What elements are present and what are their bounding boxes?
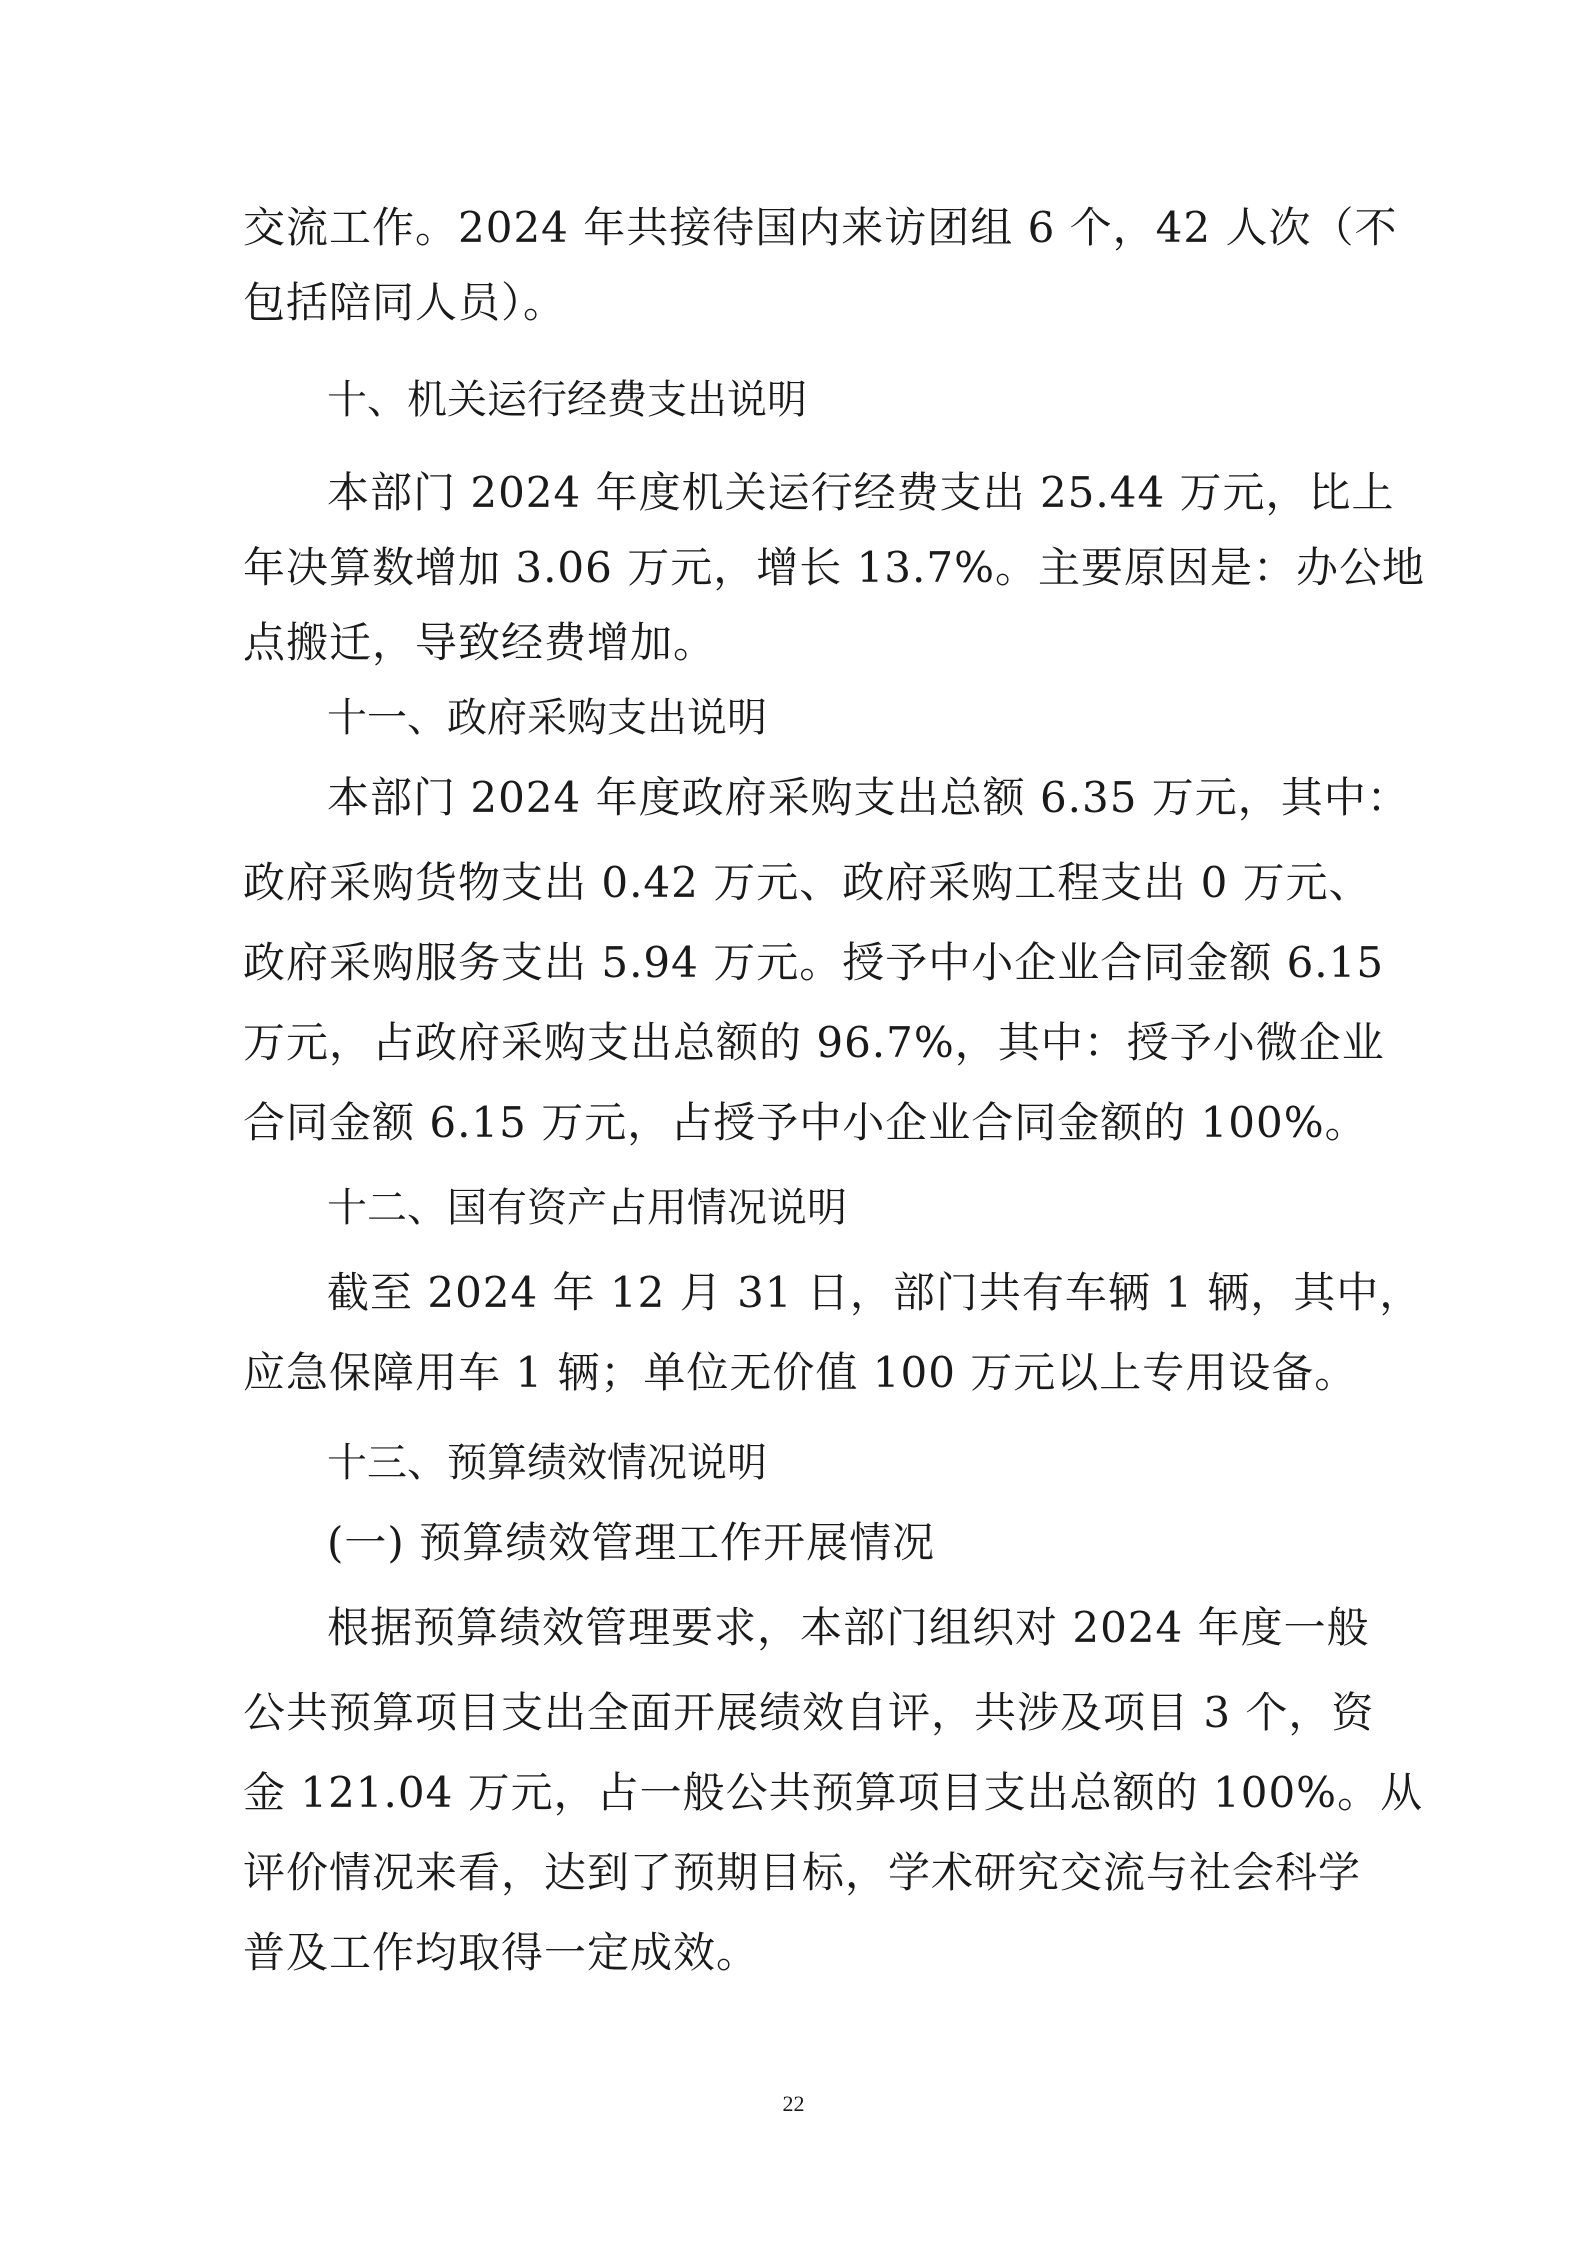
paragraph-line: 本部门 2024 年度机关运行经费支出 25.44 万元，比上 <box>327 468 1395 517</box>
paragraph-line: 点搬迁，导致经费增加。 <box>243 618 717 667</box>
paragraph-line: 应急保障用车 1 辆；单位无价值 100 万元以上专用设备。 <box>243 1348 1358 1397</box>
paragraph-line: 包括陪同人员）。 <box>243 278 567 327</box>
paragraph-line: 评价情况来看，达到了预期目标，学术研究交流与社会科学 <box>243 1848 1362 1897</box>
subsection-heading: (一) 预算绩效管理工作开展情况 <box>327 1518 936 1567</box>
paragraph-line: 公共预算项目支出全面开展绩效自评，共涉及项目 3 个，资 <box>243 1688 1375 1737</box>
paragraph-line: 万元，占政府采购支出总额的 96.7%，其中：授予小微企业 <box>243 1018 1385 1067</box>
paragraph-line: 年决算数增加 3.06 万元，增长 13.7%。主要原因是：办公地 <box>243 543 1425 592</box>
paragraph-line: 根据预算绩效管理要求，本部门组织对 2024 年度一般 <box>327 1603 1370 1652</box>
section-heading-10: 十、机关运行经费支出说明 <box>327 377 807 423</box>
section-heading-13: 十三、预算绩效情况说明 <box>327 1440 767 1486</box>
page-number: 22 <box>782 2091 805 2116</box>
paragraph-line: 政府采购服务支出 5.94 万元。授予中小企业合同金额 6.15 <box>243 938 1385 987</box>
paragraph-line: 本部门 2024 年度政府采购支出总额 6.35 万元，其中： <box>327 773 1410 822</box>
paragraph-line: 政府采购货物支出 0.42 万元、政府采购工程支出 0 万元、 <box>243 858 1372 907</box>
section-heading-12: 十二、国有资产占用情况说明 <box>327 1185 847 1231</box>
paragraph-line: 普及工作均取得一定成效。 <box>243 1928 760 1977</box>
paragraph-line: 截至 2024 年 12 月 31 日，部门共有车辆 1 辆，其中， <box>327 1268 1423 1317</box>
paragraph-line: 金 121.04 万元，占一般公共预算项目支出总额的 100%。从 <box>243 1768 1424 1817</box>
paragraph-line: 交流工作。2024 年共接待国内来访团组 6 个，42 人次（不 <box>243 203 1398 252</box>
paragraph-line: 合同金额 6.15 万元，占授予中小企业合同金额的 100%。 <box>243 1098 1368 1147</box>
section-heading-11: 十一、政府采购支出说明 <box>327 695 767 741</box>
